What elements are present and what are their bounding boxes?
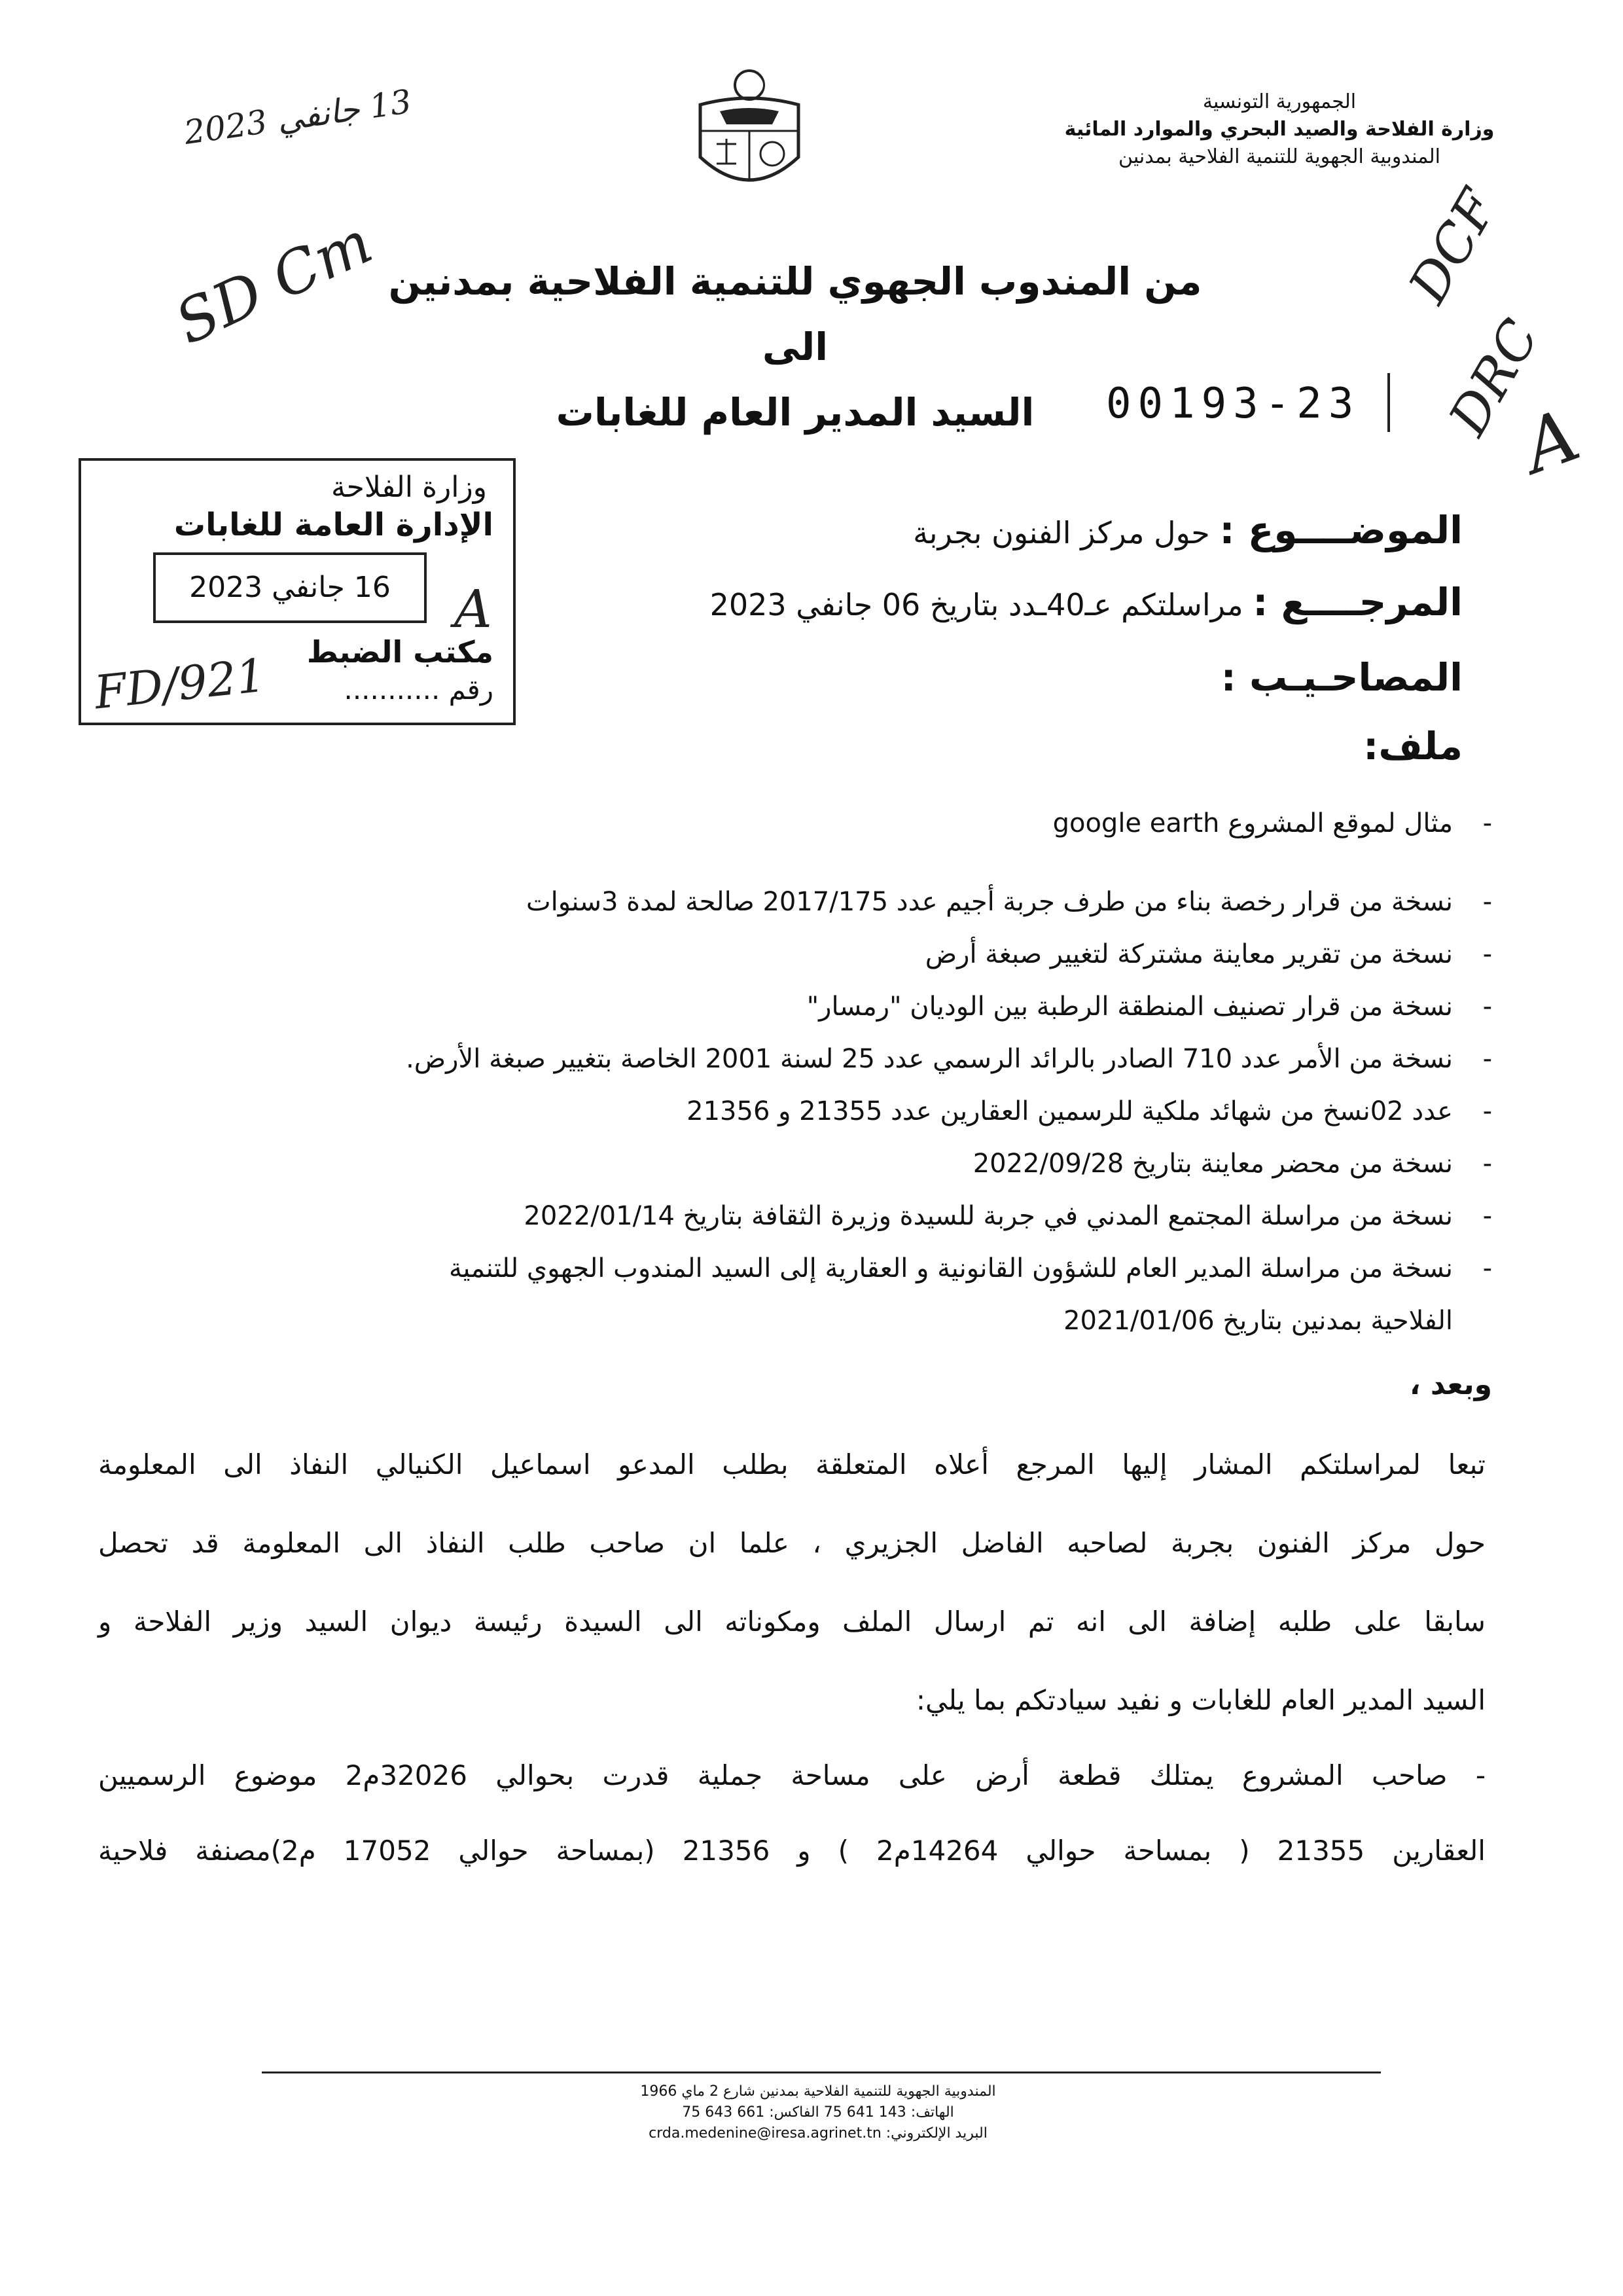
registration-divider [1387, 373, 1390, 432]
body-line: تبعا لمراسلتكم المشار إليها المرجع أعلاه المتعلقة بطلب المدعو اسماعيل الكنيالي النفاذ الى المعلومة [98, 1448, 1486, 1480]
handwritten-note-drc: DRC [1437, 309, 1551, 446]
body-line: حول مركز الفنون بجربة لصاحبه الفاضل الجزيري ، علما ان صاحب طلب النفاذ الى المعلومة قد تحصل [98, 1527, 1486, 1559]
attachment-item: - نسخة من محضر معاينة بتاريخ 2022/09/28 [972, 1149, 1492, 1179]
stamp-handwritten-initials: A [454, 579, 492, 639]
coat-of-arms-icon [687, 65, 812, 203]
attachment-item: - نسخة من قرار تصنيف المنطقة الرطبة بين الوديان "رمسار" [806, 992, 1492, 1022]
footer-address: المندوبية الجهوية للتنمية الفلاحية بمدنين شارع 2 ماي 1966 [640, 2083, 996, 2100]
attachment-item: - نسخة من مراسلة المجتمع المدني في جربة للسيدة وزيرة الثقافة بتاريخ 2022/01/14 [524, 1201, 1492, 1231]
file-field [939, 726, 1463, 768]
footer-email: البريد الإلكتروني: crda.medenine@iresa.agrinet.tn [649, 2125, 988, 2142]
body-line: العقارين 21355 ( بمساحة حوالي 14264م2 ) و 21356 (بمساحة حوالي 17052 م2)مصنفة فلاحية [98, 1835, 1486, 1867]
subject-value: حول مركز الفنون بجربة [913, 515, 1210, 550]
body-line: سابقا على طلبه إضافة الى انه تم ارسال الملف ومكوناته الى السيدة رئيسة ديوان السيد وزير الفلاحة و [98, 1605, 1486, 1638]
stamp-office: مكتب الضبط [306, 634, 493, 670]
stamp-date-box [153, 552, 427, 623]
handwritten-date: 13 جانفي 2023 [181, 82, 414, 152]
title-to: السيد المدير العام للغابات [556, 390, 1035, 435]
attachments-field [939, 655, 1463, 700]
subject-field [546, 508, 1463, 552]
reference-label: المرجــــع : [1253, 580, 1463, 624]
attachment-item: - نسخة من مراسلة المدير العام للشؤون القانونية و العقارية إلى السيد المندوب الجهوي للتنمية [448, 1253, 1492, 1283]
header-line-republic: الجمهورية التونسية [1202, 90, 1357, 113]
letter-titles [360, 255, 1230, 439]
attachment-item: - نسخة من تقرير معاينة مشتركة لتغيير صبغة أرض [925, 939, 1492, 969]
handwritten-note-dcf: DCF [1397, 179, 1509, 314]
reference-field [416, 580, 1463, 624]
file-label: ملف: [1363, 724, 1463, 768]
title-from: من المندوب الجهوي للتنمية الفلاحية بمدنين [388, 259, 1202, 304]
body-line-last: السيد المدير العام للغابات و نفيد سيادتكم بما يلي: [916, 1684, 1486, 1716]
footer [524, 2081, 1113, 2144]
attachment-item: - مثال لموقع المشروع google earth [1052, 808, 1492, 838]
header-line-regional: المندوبية الجهوية للتنمية الفلاحية بمدنين [1118, 145, 1440, 168]
reference-value: مراسلتكم عـ40ـدد بتاريخ 06 جانفي 2023 [709, 587, 1243, 622]
title-to-word: الى [762, 325, 829, 369]
attachment-item-continued: الفلاحية بمدنين بتاريخ 2021/01/06 [1063, 1306, 1453, 1336]
footer-divider [262, 2072, 1381, 2073]
stamp-line-ministry: وزارة الفلاحة [331, 471, 487, 504]
republic-emblem [687, 65, 812, 203]
greeting: وبعد ، [1409, 1368, 1492, 1401]
registration-number: 00193-23 [1106, 380, 1361, 428]
body-line: - صاحب المشروع يمتلك قطعة أرض على مساحة جملية قدرت بحوالي 32026م2 موضوع الرسميين [98, 1759, 1486, 1791]
attachment-item: - نسخة من الأمر عدد 710 الصادر بالرائد الرسمي عدد 25 لسنة 2001 الخاصة بتغيير صبغة الأرض. [406, 1044, 1492, 1074]
header-line-ministry: وزارة الفلاحة والصيد البحري والموارد المائية [1064, 118, 1495, 141]
footer-phone: الهاتف: 143 641 75 الفاكس: 661 643 75 [682, 2104, 954, 2121]
attachment-item: - نسخة من قرار رخصة بناء من طرف جربة أجيم عدد 2017/175 صالحة لمدة 3سنوات [526, 887, 1492, 917]
subject-label: الموضــــوع : [1219, 508, 1463, 552]
stamp-handwritten-number: FD/921 [92, 648, 268, 720]
header [1050, 88, 1508, 171]
stamp-date: 16 جانفي 2023 [189, 571, 391, 604]
stamp-number-label: رقم ........... [344, 673, 493, 706]
handwritten-note-a: A [1512, 393, 1590, 490]
handwritten-initials: SD Cm [165, 208, 382, 358]
stamp-line-directorate: الإدارة العامة للغابات [173, 507, 493, 543]
attachment-item: - عدد 02نسخ من شهائد ملكية للرسمين العقارين عدد 21355 و 21356 [687, 1096, 1492, 1126]
attachments-label: المصاحـيـب : [1221, 655, 1463, 700]
